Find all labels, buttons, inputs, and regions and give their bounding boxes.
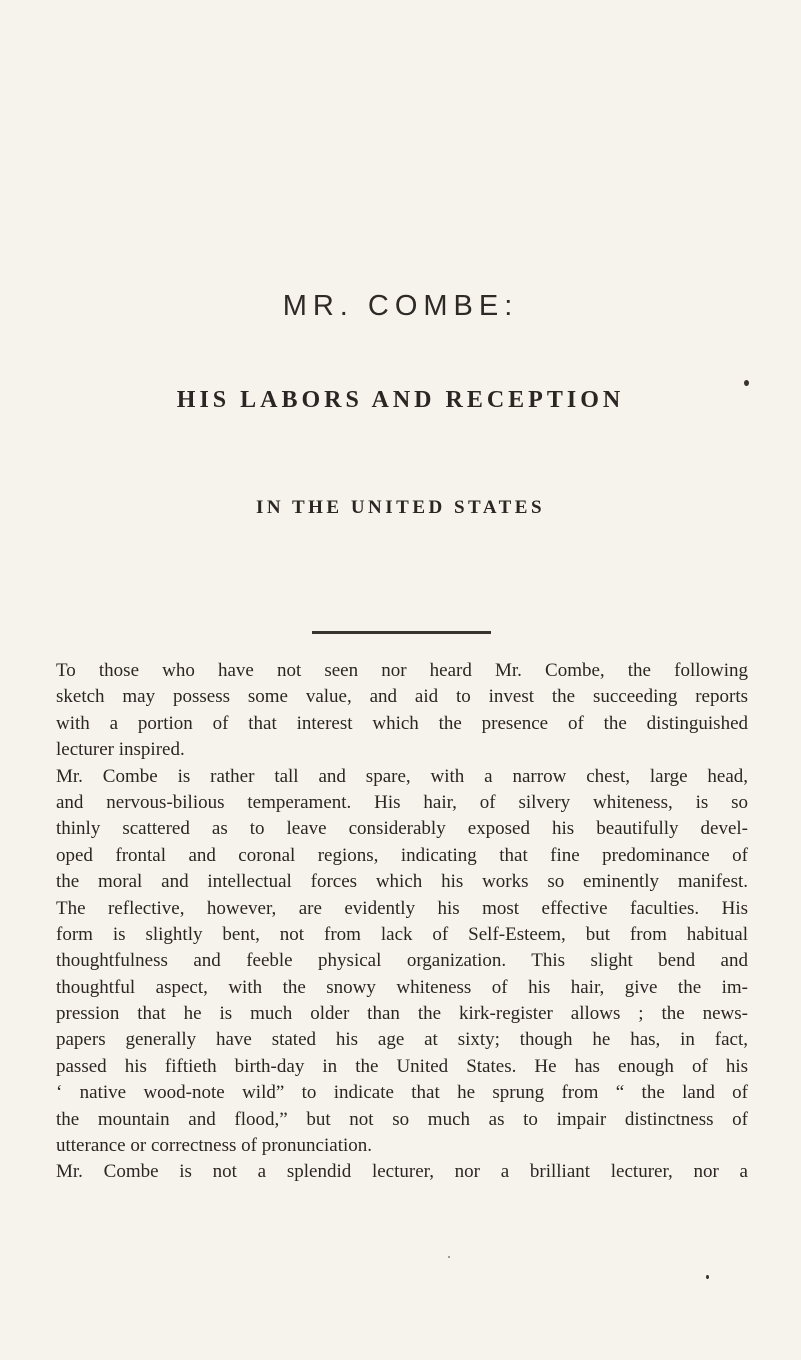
text-line: utterance or correctness of pronunciation. [56, 1135, 373, 1157]
text-line: thoughtfulness and feeble physical organization. This slight bend and [56, 950, 748, 972]
text-line: Mr. Combe is rather tall and spare, with a narrow chest, large head, [56, 765, 748, 787]
page-subtitle-location: IN THE UNITED STATES [255, 497, 546, 518]
text-line: form is slightly bent, not from lack of Self-Esteem, but from habitual [56, 923, 748, 945]
text-line: papers generally have stated his age at sixty; though he has, in fact, [56, 1029, 748, 1051]
text-line: the mountain and flood,” but not so much as to impair distinctness of [56, 1108, 748, 1130]
text-line: pression that he is much older than the kirk-register allows ; the news- [56, 1003, 748, 1025]
text-line: lecturer inspired. [56, 739, 185, 761]
page-subtitle: HIS LABORS AND RECEPTION [176, 387, 625, 413]
ink-speck [706, 1275, 709, 1279]
text-line: The reflective, however, are evidently his most effective faculties. His [56, 897, 748, 919]
text-line: ‘ native wood-note wild” to indicate that he sprung from “ the land of [56, 1082, 748, 1104]
ink-speck [448, 1256, 450, 1258]
text-line: thoughtful aspect, with the snowy whiteness of his hair, give the im- [56, 976, 748, 998]
text-line: oped frontal and coronal regions, indicating that fine predominance of [56, 844, 748, 866]
page-title: MR. COMBE: [282, 290, 519, 322]
text-line: To those who have not seen nor heard Mr. Combe, the following [56, 660, 748, 681]
ink-speck [744, 380, 749, 386]
text-line: passed his fiftieth birth-day in the United States. He has enough of his [56, 1055, 748, 1077]
text-line: Mr. Combe is not a splendid lecturer, nor a brilliant lecturer, nor a [56, 1161, 748, 1183]
body-text [56, 658, 748, 1186]
text-line: sketch may possess some value, and aid to invest the succeeding reports [56, 686, 748, 708]
divider-rule [312, 631, 491, 634]
text-line: the moral and intellectual forces which his works so eminently manifest. [56, 871, 748, 893]
text-line: and nervous-bilious temperament. His hair, of silvery whiteness, is so [56, 791, 748, 813]
text-line: thinly scattered as to leave considerably exposed his beautifully devel- [56, 818, 748, 840]
text-line: with a portion of that interest which the presence of the distinguished [56, 712, 748, 734]
